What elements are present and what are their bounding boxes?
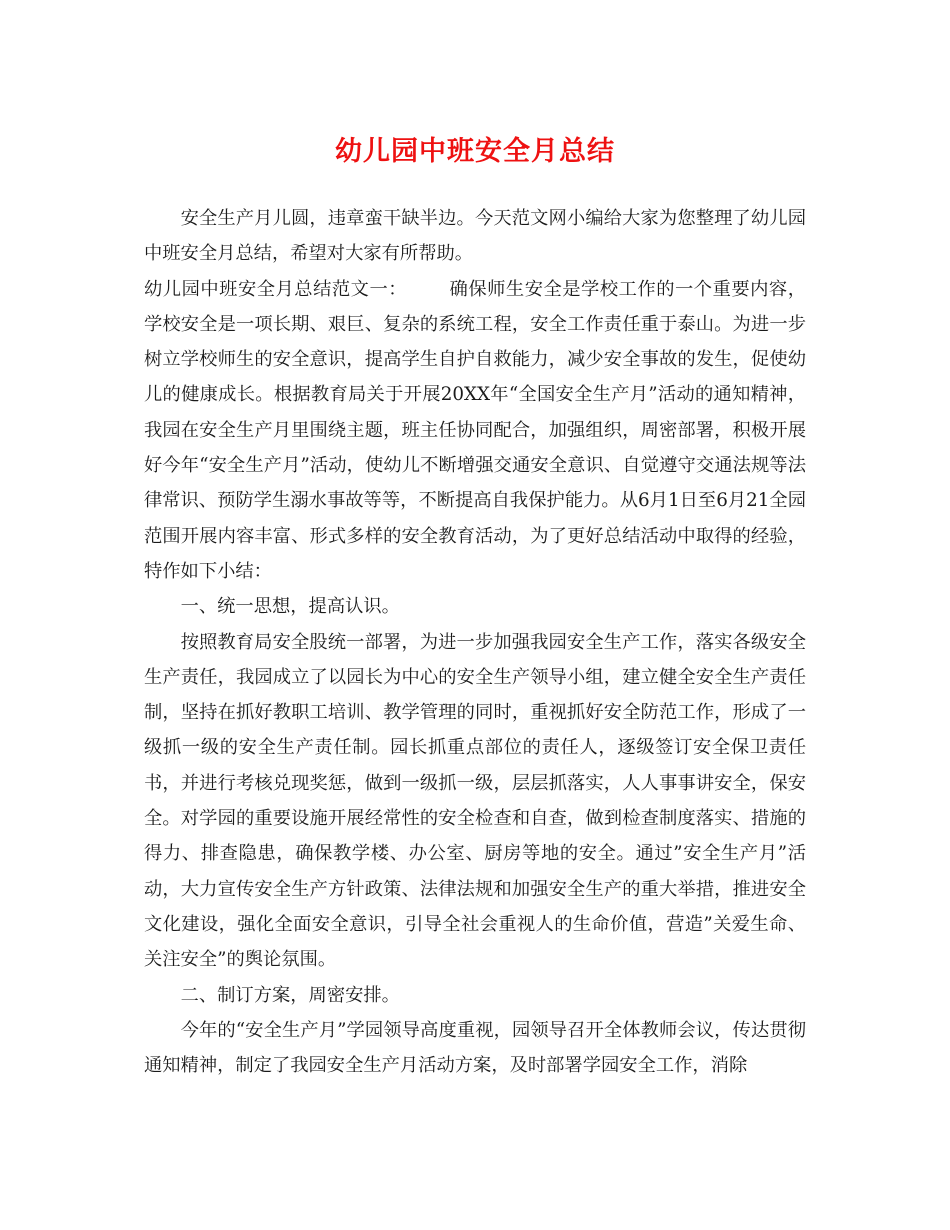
sample-label: 幼儿园中班安全月总结范文一： — [144, 278, 408, 300]
sample-text: 确保师生安全是学校工作的一个重要内容，学校安全是一项长期、艰巨、复杂的系统工程，安全工作责任重于泰山。为进一步树立学校师生的安全意识，提高学生自护自救能力，减少安全事故的发生，促使幼儿的健康成长。根据教育局关于开展20XX年“全国安全生产月”活动的通知精神，我园在安全生产月里围绕主题，班主任协同配合，加强组织，周密部署，积极开展好今年“安全生产月”活动，使幼儿不断增强交通安全意识、自觉遵守交通法规等法律常识、预防学生溺水事故等等，不断提高自我保护能力。从6月1日至6月21全园范围开展内容丰富、形式多样的安全教育活动，为了更好总结活动中取得的经验，特作如下小结： — [144, 278, 807, 582]
section-heading-1: 一、统一思想，提高认识。 — [180, 596, 400, 618]
sample-paragraph — [144, 272, 806, 590]
section-paragraph-2: 今年的“安全生产月”学园领导高度重视，园领导召开全体教师会议，传达贯彻通知精神，制定了我园安全生产月活动方案，及时部署学园安全工作，消除 — [144, 1019, 806, 1077]
section-paragraph-1: 按照教育局安全股统一部署，为进一步加强我园安全生产工作，落实各级安全生产责任，我园成立了以园长为中心的安全生产领导小组，建立健全安全生产责任制，坚持在抓好教职工培训、教学管理的同时，重视抓好安全防范工作，形成了一级抓一级的安全生产责任制。园长抓重点部位的责任人，逐级签订安全保卫责任书，并进行考核兑现奖惩，做到一级抓一级，层层抓落实，人人事事讲安全，保安全。对学园的重要设施开展经常性的安全检查和自查，做到检查制度落实、措施的得力、排查隐患，确保教学楼、办公室、厨房等地的安全。通过”安全生产月”活动，大力宣传安全生产方针政策、法律法规和加强安全生产的重大举措，推进安全文化建设，强化全面安全意识，引导全社会重视人的生命价值，营造”关爱生命、关注安全”的舆论氛围。 — [144, 631, 806, 971]
document-title: 幼儿园中班安全月总结 — [335, 136, 615, 167]
document-body — [144, 201, 806, 1083]
section-heading-2: 二、制订方案，周密安排。 — [180, 984, 400, 1006]
intro-paragraph: 安全生产月儿圆，违章蛮干缺半边。今天范文网小编给大家为您整理了幼儿园中班安全月总结，希望对大家有所帮助。 — [144, 208, 806, 265]
